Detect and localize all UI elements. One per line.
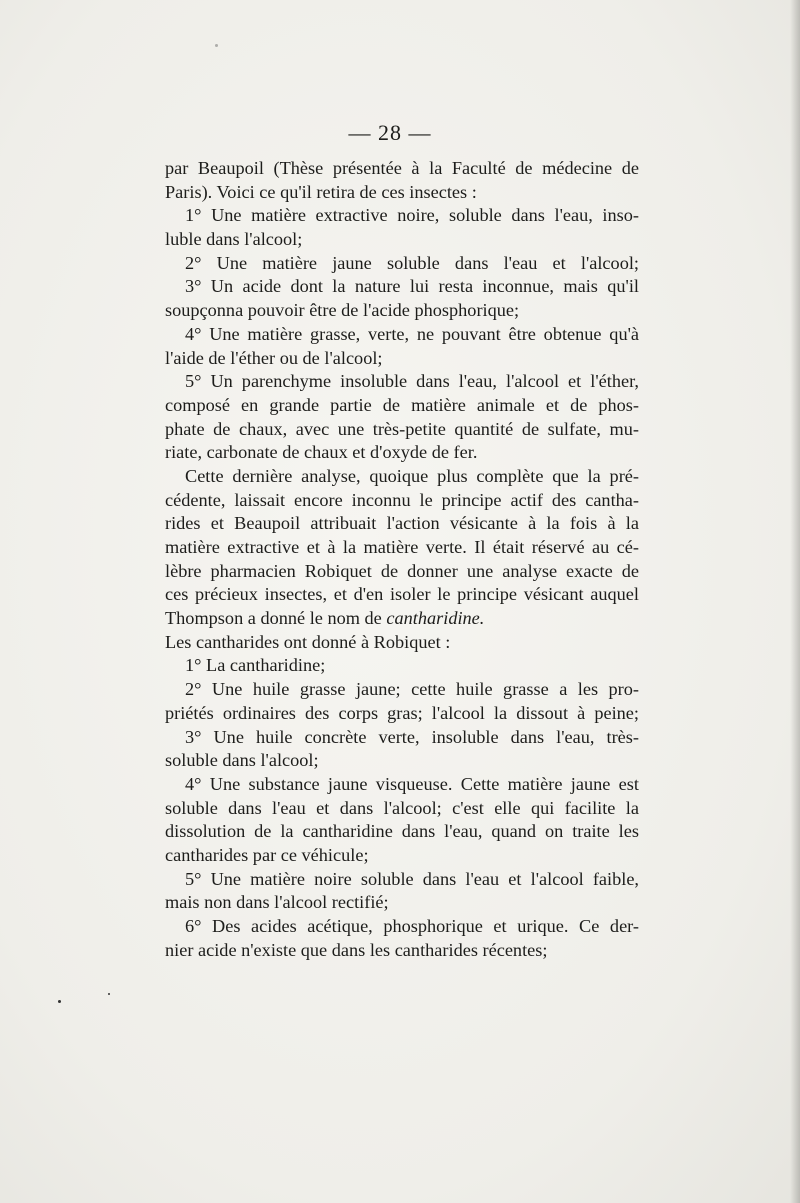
text-line: Les cantharides ont donné à Robiquet : <box>165 631 451 652</box>
text-line: 2° Une matière jaune soluble dans l'eau et l'alcool; <box>185 252 639 273</box>
text-line: cédente, laissait encore inconnu le principe actif des cantha- <box>165 489 639 510</box>
page-number: — 28 — <box>348 120 432 145</box>
text-line: 4° Une substance jaune visqueuse. Cette matière jaune est <box>185 773 639 794</box>
text-line: nier acide n'existe que dans les cantharides récentes; <box>165 939 548 960</box>
text-line: 4° Une matière grasse, verte, ne pouvant être obtenue qu'à <box>185 323 639 344</box>
text-line: mais non dans l'alcool rectifié; <box>165 892 389 913</box>
body-text <box>165 157 639 962</box>
text-line: luble dans l'alcool; <box>165 229 303 250</box>
text-line: soupçonna pouvoir être de l'acide phosphorique; <box>165 300 520 321</box>
text-line: ces précieux insectes, et d'en isoler le principe vésicant auquel <box>165 584 639 605</box>
text-line: lèbre pharmacien Robiquet de donner une analyse exacte de <box>165 560 639 581</box>
text-line: cantharides par ce véhicule; <box>165 844 369 865</box>
text-line: rides et Beaupoil attribuait l'action vésicante à la fois à la <box>165 513 639 534</box>
text-line: Paris). Voici ce qu'il retira de ces insectes : <box>165 181 477 202</box>
speck <box>215 44 218 47</box>
speck <box>108 993 110 995</box>
text-line: 1° La cantharidine; <box>185 655 326 676</box>
text-line: soluble dans l'eau et dans l'alcool; c'est elle qui facilite la <box>165 797 639 818</box>
text-line: matière extractive et à la matière verte. Il était réservé au cé- <box>165 537 639 557</box>
text-line: l'aide de l'éther ou de l'alcool; <box>165 347 383 368</box>
page-edge-shadow <box>790 0 800 1203</box>
speck <box>58 1000 61 1003</box>
text-line: priétés ordinaires des corps gras; l'alcool la dissout à peine; <box>165 702 639 723</box>
text-line: Thompson a donné le nom de cantharidine. <box>165 608 485 629</box>
text-line: 3° Un acide dont la nature lui resta inconnue, mais qu'il <box>185 276 639 297</box>
text-line: 3° Une huile concrète verte, insoluble dans l'eau, très- <box>185 726 639 747</box>
text-line: 1° Une matière extractive noire, soluble dans l'eau, inso- <box>185 205 639 226</box>
text-line: 2° Une huile grasse jaune; cette huile grasse a les pro- <box>185 679 639 700</box>
text-line: phate de chaux, avec une très-petite quantité de sulfate, mu- <box>165 418 639 439</box>
text-line: par Beaupoil (Thèse présentée à la Faculté de médecine de <box>165 158 639 178</box>
text-line: Cette dernière analyse, quoique plus complète que la pré- <box>185 465 639 486</box>
text-line: riate, carbonate de chaux et d'oxyde de fer. <box>165 442 478 463</box>
text-line: composé en grande partie de matière animale et de phos- <box>165 394 639 415</box>
text-line: 5° Un parenchyme insoluble dans l'eau, l'alcool et l'éther, <box>185 371 639 392</box>
text-line: dissolution de la cantharidine dans l'eau, quand on traite les <box>165 821 639 842</box>
text-line: 5° Une matière noire soluble dans l'eau et l'alcool faible, <box>185 868 639 889</box>
text-line: soluble dans l'alcool; <box>165 750 319 771</box>
text-line: 6° Des acides acétique, phosphorique et urique. Ce der- <box>185 916 639 936</box>
